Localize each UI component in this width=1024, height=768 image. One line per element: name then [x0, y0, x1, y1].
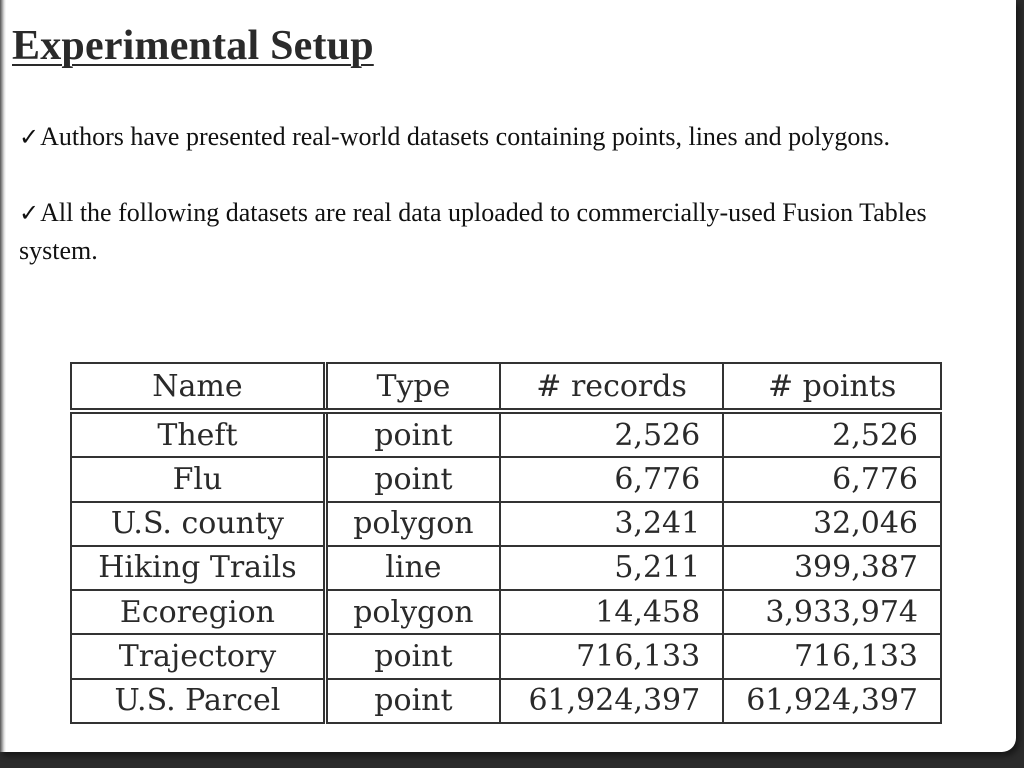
checkmark-icon: ✓: [19, 199, 40, 227]
cell-records: 716,133: [500, 634, 723, 678]
column-header-type: Type: [325, 363, 500, 411]
bullet-list: [19, 118, 979, 307]
table-row: [71, 457, 941, 501]
bullet-item: [19, 118, 979, 156]
table-row: [71, 546, 941, 590]
cell-records: 14,458: [500, 590, 723, 634]
cell-type: point: [325, 457, 500, 501]
cell-type: point: [325, 679, 500, 723]
cell-points: 6,776: [723, 457, 941, 501]
column-header-records: # records: [500, 363, 723, 411]
cell-name: Theft: [71, 411, 325, 457]
cell-points: 3,933,974: [723, 590, 941, 634]
table-header-row: [71, 363, 941, 411]
cell-points: 716,133: [723, 634, 941, 678]
cell-records: 2,526: [500, 411, 723, 457]
table-row: [71, 411, 941, 457]
cell-points: 2,526: [723, 411, 941, 457]
cell-records: 6,776: [500, 457, 723, 501]
table-row: [71, 590, 941, 634]
cell-name: Trajectory: [71, 634, 325, 678]
slide-title: Experimental Setup: [12, 23, 374, 69]
table-row: [71, 634, 941, 678]
table-row: [71, 679, 941, 723]
cell-points: 32,046: [723, 502, 941, 546]
datasets-table-container: [70, 362, 942, 724]
cell-type: point: [325, 411, 500, 457]
column-header-points: # points: [723, 363, 941, 411]
cell-name: U.S. Parcel: [71, 679, 325, 723]
table-body: [71, 411, 941, 723]
cell-records: 61,924,397: [500, 679, 723, 723]
column-header-name: Name: [71, 363, 325, 411]
cell-points: 399,387: [723, 546, 941, 590]
cell-type: point: [325, 634, 500, 678]
cell-name: Ecoregion: [71, 590, 325, 634]
cell-records: 5,211: [500, 546, 723, 590]
cell-type: line: [325, 546, 500, 590]
bullet-text: All the following datasets are real data uploaded to commercially-used Fusion Tables system.: [19, 198, 927, 265]
bullet-item: [19, 194, 979, 269]
cell-name: Hiking Trails: [71, 546, 325, 590]
cell-points: 61,924,397: [723, 679, 941, 723]
slide-left-edge: [0, 0, 6, 752]
cell-type: polygon: [325, 590, 500, 634]
table-row: [71, 502, 941, 546]
cell-type: polygon: [325, 502, 500, 546]
datasets-table: [70, 362, 942, 724]
cell-name: Flu: [71, 457, 325, 501]
cell-name: U.S. county: [71, 502, 325, 546]
bullet-text: Authors have presented real-world datasets containing points, lines and polygons.: [40, 122, 890, 151]
checkmark-icon: ✓: [19, 123, 40, 151]
cell-records: 3,241: [500, 502, 723, 546]
